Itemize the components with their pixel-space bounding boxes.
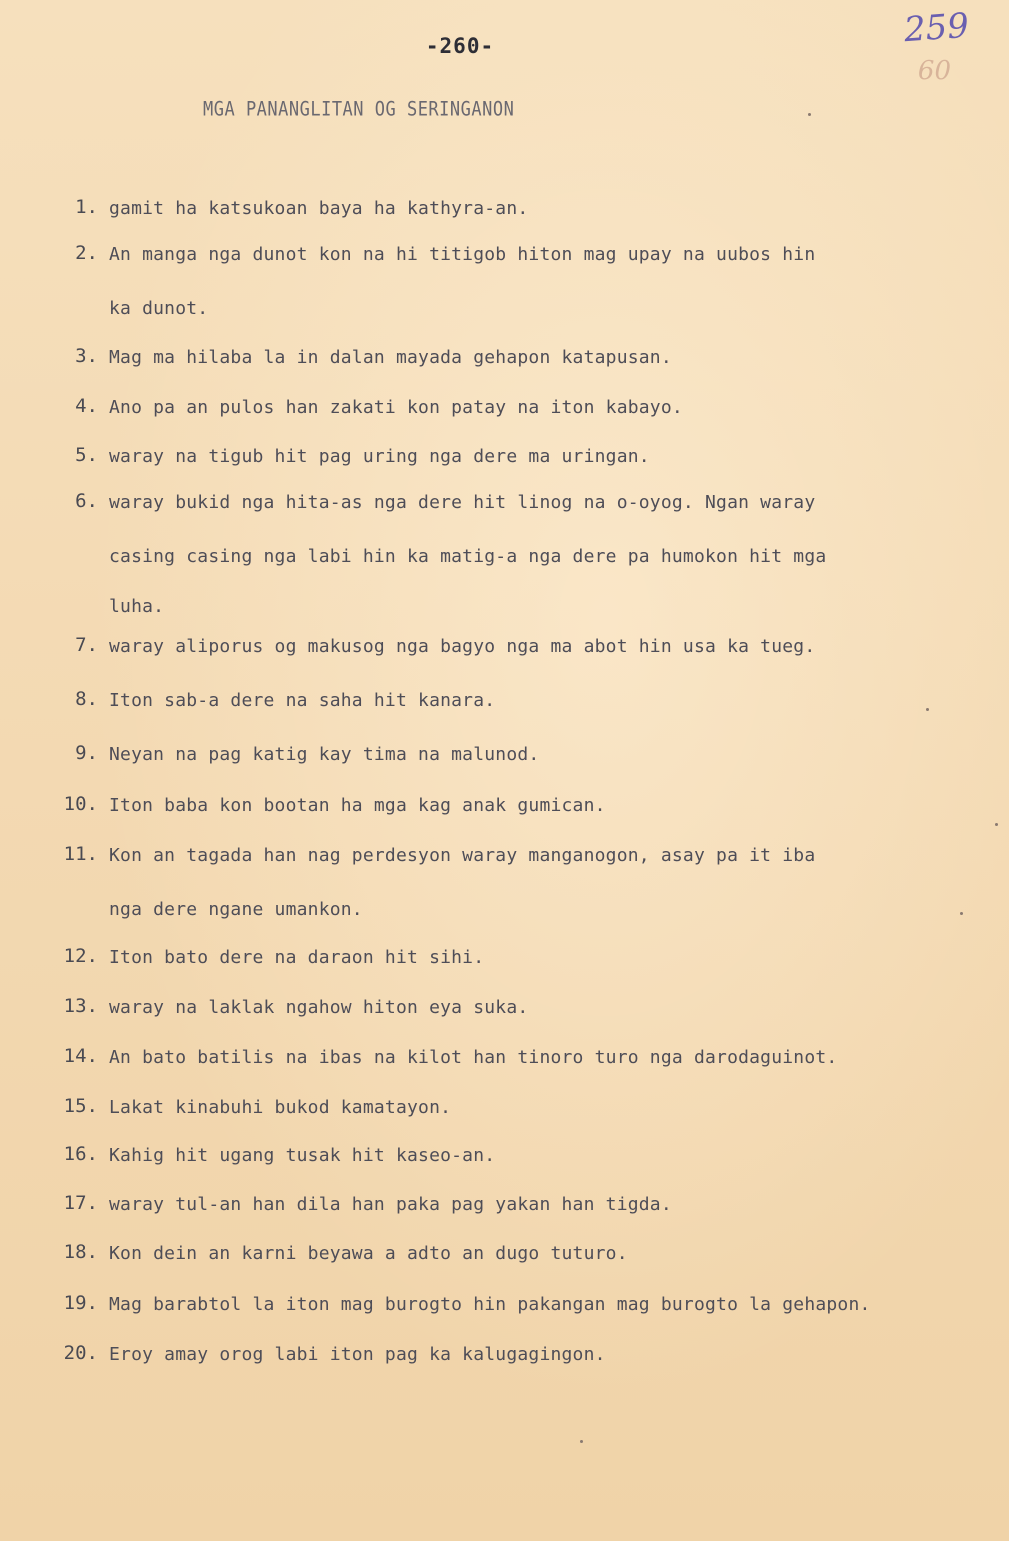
entry-number: 17. (63, 1192, 98, 1214)
entry-number: 7. (75, 634, 98, 656)
entry-number: 13. (63, 995, 98, 1017)
entry-number: 18. (63, 1241, 98, 1263)
entry-text-line: Neyan na pag katig kay tima na malunod. (109, 744, 540, 765)
entry-number: 3. (75, 345, 98, 367)
entry-text-line: An bato batilis na ibas na kilot han tinoro turo nga darodaguinot. (109, 1047, 838, 1068)
entry-number: 14. (63, 1045, 98, 1067)
entry-text-line: waray bukid nga hita-as nga dere hit linog na o-oyog. Ngan waray (109, 492, 816, 513)
handwritten-page-number: 259 (902, 5, 971, 51)
entry-number: 16. (63, 1143, 98, 1165)
entry-number: 12. (63, 945, 98, 967)
entry-number: 5. (75, 444, 98, 466)
entry-number: 15. (63, 1095, 98, 1117)
entry-number: 2. (75, 242, 98, 264)
entry-text-line: Iton sab-a dere na saha hit kanara. (109, 690, 496, 711)
entry-text-line: waray na laklak ngahow hiton eya suka. (109, 997, 529, 1018)
entry-text-line: waray tul-an han dila han paka pag yakan han tigda. (109, 1194, 672, 1215)
document-title: MGA PANANGLITAN OG SERINGANON (203, 98, 515, 121)
page-number: -260- (425, 34, 495, 58)
entry-number: 10. (63, 793, 98, 815)
entry-text-line: Mag barabtol la iton mag burogto hin pakangan mag burogto la gehapon. (109, 1294, 871, 1315)
entry-number: 19. (63, 1292, 98, 1314)
entry-number: 9. (75, 742, 98, 764)
paper-speck (808, 113, 811, 116)
entry-text-line: Kon an tagada han nag perdesyon waray manganogon, asay pa it iba (109, 845, 816, 866)
entry-text-line: Mag ma hilaba la in dalan mayada gehapon katapusan. (109, 347, 672, 368)
entry-text-line: waray aliporus og makusog nga bagyo nga ma abot hin usa ka tueg. (109, 636, 816, 657)
entry-text-line: gamit ha katsukoan baya ha kathyra-an. (109, 198, 529, 219)
entry-text-line: An manga nga dunot kon na hi titigob hiton mag upay na uubos hin (109, 244, 816, 265)
entry-text-line: Ano pa an pulos han zakati kon patay na iton kabayo. (109, 397, 683, 418)
entry-number: 11. (63, 843, 98, 865)
entry-text-line: Kon dein an karni beyawa a adto an dugo tuturo. (109, 1243, 628, 1264)
entry-text-line: casing casing nga labi hin ka matig-a nga dere pa humokon hit mga (109, 546, 827, 567)
entry-number: 4. (75, 395, 98, 417)
entry-text-line: ka dunot. (109, 298, 209, 319)
entry-text-line: waray na tigub hit pag uring nga dere ma uringan. (109, 446, 650, 467)
entry-text-line: Iton bato dere na daraon hit sihi. (109, 947, 485, 968)
entry-text-line: luha. (109, 596, 165, 617)
paper-speck (580, 1440, 583, 1443)
paper-speck (960, 912, 963, 915)
entry-number: 20. (63, 1342, 98, 1364)
entry-text-line: nga dere ngane umankon. (109, 899, 363, 920)
handwritten-sub-number: 60 (917, 56, 951, 86)
paper-speck (995, 823, 998, 826)
entry-number: 1. (75, 196, 98, 218)
entry-number: 6. (75, 490, 98, 512)
entry-text-line: Kahig hit ugang tusak hit kaseo-an. (109, 1145, 496, 1166)
entry-number: 8. (75, 688, 98, 710)
paper-speck (926, 708, 929, 711)
entry-text-line: Iton baba kon bootan ha mga kag anak gumican. (109, 795, 606, 816)
entry-text-line: Lakat kinabuhi bukod kamatayon. (109, 1097, 452, 1118)
entry-text-line: Eroy amay orog labi iton pag ka kalugagingon. (109, 1344, 606, 1365)
